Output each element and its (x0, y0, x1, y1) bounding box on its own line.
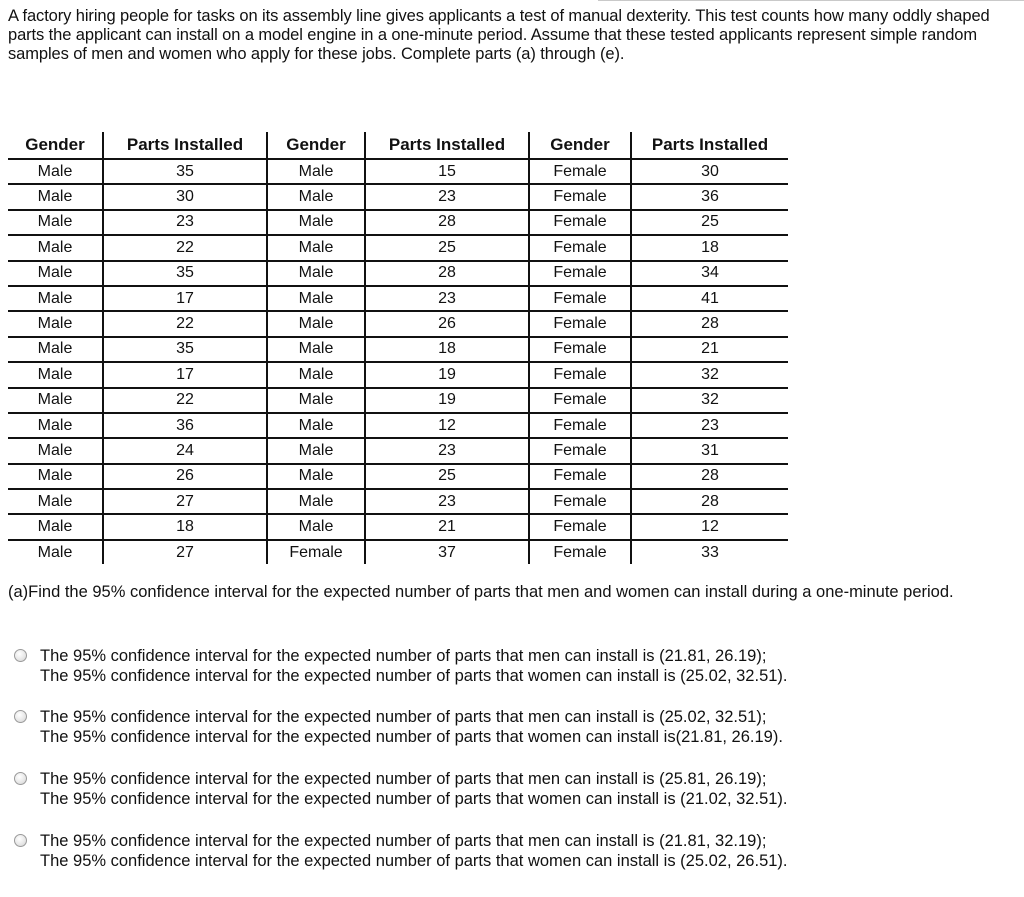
parts-installed-cell: 18 (103, 514, 267, 539)
parts-installed-cell: 19 (365, 388, 529, 413)
gender-cell: Male (267, 210, 365, 235)
parts-installed-cell: 36 (103, 413, 267, 438)
table-row (8, 337, 788, 362)
gender-cell: Male (8, 464, 103, 489)
parts-installed-cell: 23 (365, 438, 529, 463)
option-line-women: The 95% confidence interval for the expected number of parts that women can install is (25.02, 32.51). (40, 667, 788, 685)
parts-installed-cell: 36 (631, 184, 788, 209)
gender-cell: Female (529, 184, 631, 209)
parts-installed-cell: 25 (365, 235, 529, 260)
top-divider (598, 0, 1024, 1)
radio-button-icon[interactable] (14, 772, 27, 785)
gender-cell: Female (529, 337, 631, 362)
answer-option-text (40, 646, 788, 686)
parts-installed-cell: 18 (365, 337, 529, 362)
gender-cell: Male (8, 235, 103, 260)
table-row (8, 311, 788, 336)
parts-installed-cell: 21 (631, 337, 788, 362)
column-header-parts-installed: Parts Installed (103, 132, 267, 159)
radio-button-icon[interactable] (14, 834, 27, 847)
gender-cell: Male (267, 362, 365, 387)
table-row (8, 540, 788, 564)
gender-cell: Male (267, 337, 365, 362)
table-row (8, 514, 788, 539)
gender-cell: Male (8, 210, 103, 235)
parts-installed-cell: 15 (365, 159, 529, 184)
parts-installed-cell: 31 (631, 438, 788, 463)
answer-option-2[interactable] (14, 707, 1004, 747)
column-header-parts-installed: Parts Installed (365, 132, 529, 159)
gender-cell: Female (529, 286, 631, 311)
column-header-gender: Gender (529, 132, 631, 159)
parts-installed-cell: 28 (365, 261, 529, 286)
option-line-women: The 95% confidence interval for the expected number of parts that women can install is (21.02, 32.51). (40, 790, 788, 808)
parts-installed-cell: 35 (103, 159, 267, 184)
option-line-men: The 95% confidence interval for the expected number of parts that men can install is (25.81, 26.19); (40, 770, 767, 788)
gender-cell: Female (529, 540, 631, 564)
radio-button-icon[interactable] (14, 710, 27, 723)
parts-installed-cell: 28 (365, 210, 529, 235)
gender-cell: Male (8, 159, 103, 184)
column-header-parts-installed: Parts Installed (631, 132, 788, 159)
gender-cell: Male (8, 184, 103, 209)
table-row (8, 210, 788, 235)
question-part-a: (a)Find the 95% confidence interval for the expected number of parts that men and women can install during a one-minute period. (8, 583, 954, 601)
parts-installed-cell: 23 (103, 210, 267, 235)
table-row (8, 438, 788, 463)
gender-cell: Male (8, 489, 103, 514)
parts-installed-cell: 37 (365, 540, 529, 564)
table-row (8, 261, 788, 286)
radio-button-icon[interactable] (14, 649, 27, 662)
answer-option-text (40, 707, 783, 747)
table-row (8, 286, 788, 311)
gender-cell: Female (529, 159, 631, 184)
parts-installed-cell: 21 (365, 514, 529, 539)
parts-installed-cell: 23 (365, 286, 529, 311)
parts-installed-cell: 33 (701, 543, 719, 561)
gender-cell: Male (8, 413, 103, 438)
gender-cell: Male (267, 388, 365, 413)
parts-installed-cell: 26 (103, 464, 267, 489)
parts-installed-cell: 32 (631, 388, 788, 413)
gender-cell: Male (8, 286, 103, 311)
parts-installed-cell: 22 (103, 235, 267, 260)
table-body (8, 159, 788, 564)
parts-installed-cell: 23 (631, 413, 788, 438)
parts-installed-cell: 30 (631, 159, 788, 184)
gender-cell: Male (267, 286, 365, 311)
parts-installed-cell: 17 (103, 362, 267, 387)
option-line-women: The 95% confidence interval for the expected number of parts that women can install is (25.02, 26.51). (40, 852, 788, 870)
parts-installed-cell: 27 (103, 489, 267, 514)
gender-cell: Male (8, 337, 103, 362)
parts-installed-cell: 22 (103, 311, 267, 336)
gender-cell: Female (529, 362, 631, 387)
gender-cell: Female (529, 489, 631, 514)
option-line-men: The 95% confidence interval for the expected number of parts that men can install is (25.02, 32.51); (40, 708, 767, 726)
gender-cell: Female (529, 464, 631, 489)
parts-installed-cell: 23 (365, 489, 529, 514)
parts-installed-cell: 34 (631, 261, 788, 286)
gender-cell: Female (529, 235, 631, 260)
table-row (8, 489, 788, 514)
answer-option-text (40, 769, 788, 809)
answer-option-1[interactable] (14, 646, 1004, 686)
answer-option-text (40, 831, 788, 871)
gender-cell: Male (267, 438, 365, 463)
gender-cell: Female (529, 514, 631, 539)
option-line-women: The 95% confidence interval for the expected number of parts that women can install is(21.81, 26.19). (40, 728, 783, 746)
gender-cell: Female (529, 438, 631, 463)
answer-option-4[interactable] (14, 831, 1004, 871)
gender-cell: Female (529, 261, 631, 286)
gender-cell: Female (529, 388, 631, 413)
gender-cell: Male (267, 464, 365, 489)
gender-cell: Female (529, 413, 631, 438)
parts-installed-cell: 25 (631, 210, 788, 235)
gender-cell: Male (8, 388, 103, 413)
table-row (8, 464, 788, 489)
table-row (8, 413, 788, 438)
parts-installed-cell: 18 (631, 235, 788, 260)
parts-installed-cell: 28 (631, 489, 788, 514)
parts-installed-cell: 17 (103, 286, 267, 311)
table-row (8, 159, 788, 184)
gender-cell: Male (8, 514, 103, 539)
option-line-men: The 95% confidence interval for the expected number of parts that men can install is (21.81, 32.19); (40, 832, 767, 850)
gender-cell: Male (267, 489, 365, 514)
option-line-men: The 95% confidence interval for the expected number of parts that men can install is (21.81, 26.19); (40, 647, 767, 665)
table-row (8, 388, 788, 413)
parts-installed-cell: 41 (631, 286, 788, 311)
parts-installed-cell: 32 (631, 362, 788, 387)
gender-cell: Male (8, 438, 103, 463)
parts-installed-cell: 24 (103, 438, 267, 463)
gender-cell: Male (267, 311, 365, 336)
parts-installed-cell: 28 (631, 464, 788, 489)
gender-cell: Male (267, 413, 365, 438)
parts-installed-cell: 19 (365, 362, 529, 387)
gender-cell: Male (8, 540, 103, 564)
parts-installed-table (8, 132, 788, 564)
parts-installed-cell: 12 (365, 413, 529, 438)
parts-installed-cell: 22 (103, 388, 267, 413)
parts-installed-cell: 35 (103, 261, 267, 286)
parts-installed-cell: 35 (103, 337, 267, 362)
column-header-gender: Gender (8, 132, 103, 159)
answer-option-3[interactable] (14, 769, 1004, 809)
parts-installed-cell: 30 (103, 184, 267, 209)
table-header-row (8, 132, 788, 159)
parts-installed-cell: 12 (631, 514, 788, 539)
gender-cell: Female (529, 311, 631, 336)
parts-installed-cell: 25 (365, 464, 529, 489)
table-row (8, 235, 788, 260)
parts-installed-cell: 23 (365, 184, 529, 209)
gender-cell: Male (267, 514, 365, 539)
gender-cell: Male (8, 261, 103, 286)
gender-cell: Male (267, 184, 365, 209)
table-row (8, 362, 788, 387)
parts-installed-cell: 27 (103, 540, 267, 564)
table-row (8, 184, 788, 209)
gender-cell: Male (8, 362, 103, 387)
problem-statement: A factory hiring people for tasks on its assembly line gives applicants a test of manual dexterity. This test counts how many oddly shaped parts the applicant can install on a model engine in a one-minute period. Assume that these tested applicants represent simple random samples of men and women who apply for these jobs. Complete parts (a) through (e). (8, 7, 990, 63)
gender-cell: Male (8, 311, 103, 336)
column-header-gender: Gender (267, 132, 365, 159)
gender-cell: Male (267, 159, 365, 184)
gender-cell: Female (529, 210, 631, 235)
parts-installed-cell: 26 (365, 311, 529, 336)
parts-installed-cell: 28 (631, 311, 788, 336)
gender-cell: Male (267, 235, 365, 260)
gender-cell: Male (267, 261, 365, 286)
gender-cell: Female (267, 540, 365, 564)
